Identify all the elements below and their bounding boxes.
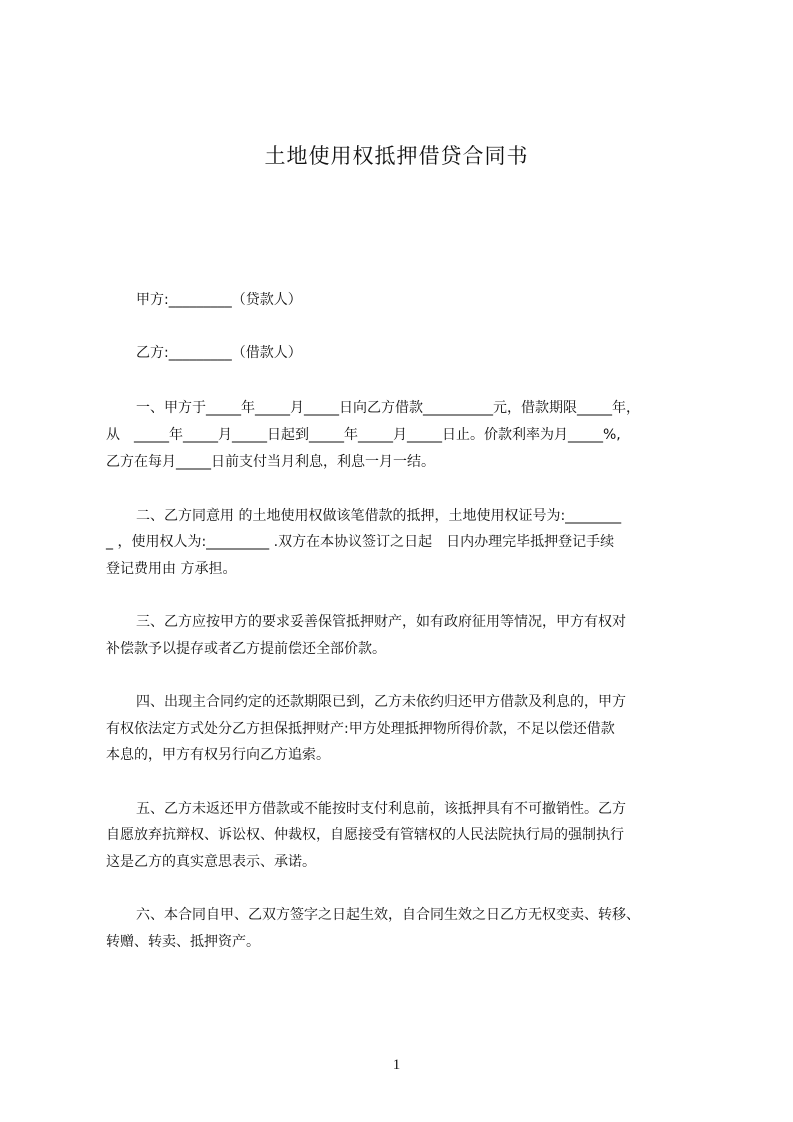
clause-3-line-2: 补偿款予以提存或者乙方提前偿还全部价款。	[106, 641, 386, 657]
clause-5-line-1: 五、乙方未返还甲方借款或不能按时支付利息前，该抵押具有不可撤销性。乙方	[136, 801, 626, 817]
clause-6-line-2: 转赠、转卖、抵押资产。	[106, 934, 260, 950]
party-b-line: 乙方:_________（借款人）	[136, 345, 302, 361]
clause-3-line-1: 三、乙方应按甲方的要求妥善保管抵押财产，如有政府征用等情况，甲方有权对	[136, 614, 626, 630]
clause-2-line-1: 二、乙方同意用 的土地使用权做该笔借款的抵押，土地使用权证号为:________	[136, 508, 622, 524]
clause-1-line-2: 从 _____年_____月_____日起到_____年_____月_____日止。价款利率为月_____%,	[106, 427, 621, 443]
clause-2-line-3: 登记费用由 方承担。	[106, 561, 237, 577]
party-a-line: 甲方:_________（贷款人）	[136, 292, 302, 308]
clause-1-line-3: 乙方在每月_____日前支付当月利息，利息一月一结。	[106, 454, 435, 470]
clause-2-line-2: _ ，使用权人为:_________ .双方在本协议签订之日起 日内办理完毕抵押登记手续	[106, 534, 615, 550]
clause-1-line-1: 一、甲方于_____年_____月_____日向乙方借款__________元，借款期限_____年，	[136, 400, 640, 416]
document-title: 土地使用权抵押借贷合同书	[264, 144, 529, 168]
clause-4-line-1: 四、出现主合同约定的还款期限已到，乙方未依约归还甲方借款及利息的，甲方	[136, 694, 626, 710]
clause-4-line-3: 本息的，甲方有权另行向乙方追索。	[106, 747, 330, 763]
clause-5-line-2: 自愿放弃抗辩权、诉讼权、仲裁权，自愿接受有管辖权的人民法院执行局的强制执行	[106, 827, 624, 843]
page-number: 1	[392, 1057, 401, 1073]
clause-6-line-1: 六、本合同自甲、乙双方签字之日起生效，自合同生效之日乙方无权变卖、转移、	[136, 907, 640, 923]
clause-5-line-3: 这是乙方的真实意思表示、承诺。	[106, 854, 316, 870]
clause-4-line-2: 有权依法定方式处分乙方担保抵押财产:甲方处理抵押物所得价款，不足以偿还借款	[106, 721, 615, 737]
